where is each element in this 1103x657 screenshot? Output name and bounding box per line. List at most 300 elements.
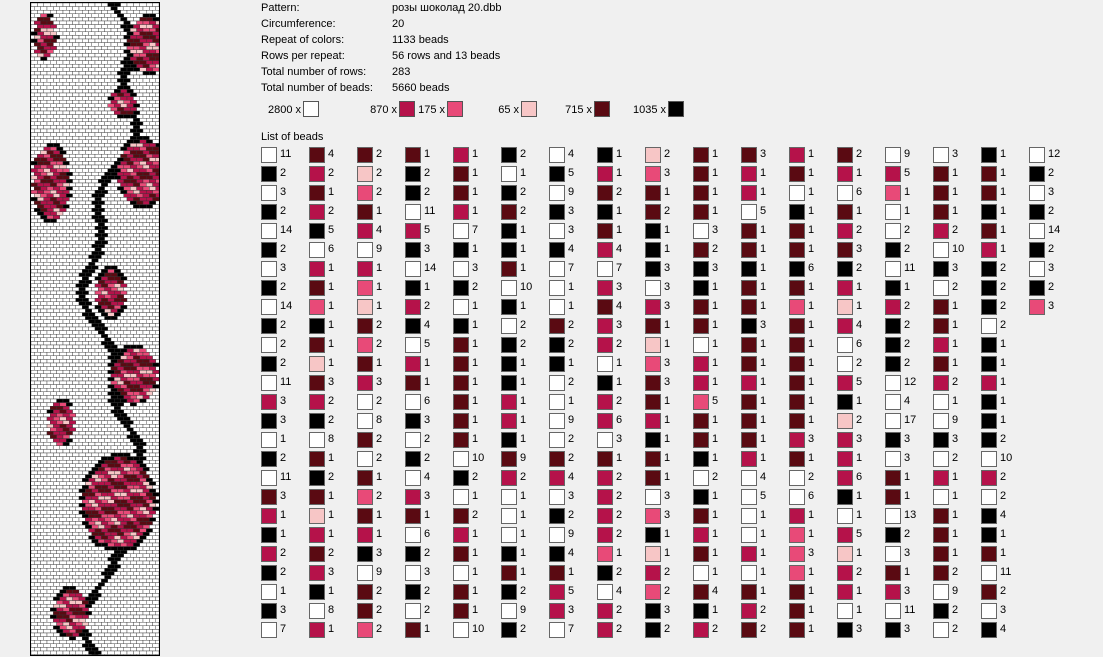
- bead-list-item: [837, 470, 883, 489]
- bead-list-item: [981, 204, 1027, 223]
- bead-color-swatch: [405, 223, 421, 239]
- bead-count: 1: [328, 490, 335, 502]
- bead-count: 1: [520, 262, 527, 274]
- bead-count: 1: [568, 357, 575, 369]
- bead-list-item: [453, 470, 499, 489]
- bead-count: 1: [712, 357, 719, 369]
- bead-count: 1: [856, 281, 863, 293]
- bead-color-swatch: [789, 261, 805, 277]
- bead-list-item: [885, 299, 931, 318]
- bead-color-swatch: [597, 508, 613, 524]
- bead-list-item: [501, 223, 547, 242]
- bead-count: 1: [808, 395, 815, 407]
- bead-count: 1: [520, 243, 527, 255]
- bead-list-item: [933, 185, 979, 204]
- bead-count: 1: [472, 300, 479, 312]
- bead-list-item: [309, 546, 355, 565]
- bead-color-swatch: [981, 147, 997, 163]
- bead-count: 1: [328, 186, 335, 198]
- bead-list-item: [693, 299, 739, 318]
- bead-count: 1: [760, 566, 767, 578]
- bead-list-item: [549, 185, 595, 204]
- bead-count: 2: [616, 509, 623, 521]
- bead-count: 1: [520, 376, 527, 388]
- bead-count: 1: [760, 414, 767, 426]
- bead-count: 1: [712, 414, 719, 426]
- bead-list-item: [501, 489, 547, 508]
- bead-color-swatch: [981, 565, 997, 581]
- bead-count: 2: [376, 395, 383, 407]
- bead-list-item: [405, 356, 451, 375]
- bead-color-swatch: [405, 584, 421, 600]
- bead-list-item: [309, 261, 355, 280]
- bead-count: 1: [1000, 243, 1007, 255]
- bead-list-item: [261, 546, 307, 565]
- bead-count: 1: [952, 395, 959, 407]
- bead-color-swatch: [693, 375, 709, 391]
- bead-count: 2: [472, 471, 479, 483]
- info-label: Total number of rows:: [261, 66, 367, 78]
- bead-list-item: [933, 508, 979, 527]
- bead-color-swatch: [405, 242, 421, 258]
- bead-color-swatch: [597, 185, 613, 201]
- bead-color-swatch: [453, 508, 469, 524]
- bead-color-swatch: [645, 356, 661, 372]
- bead-count: 1: [520, 433, 527, 445]
- bead-list-item: [309, 470, 355, 489]
- bead-color-swatch: [789, 299, 805, 315]
- bead-count: 3: [904, 623, 911, 635]
- bead-count: 1: [616, 376, 623, 388]
- info-label: Pattern:: [261, 2, 300, 14]
- bead-list-item: [885, 375, 931, 394]
- bead-count: 1: [952, 471, 959, 483]
- bead-color-swatch: [597, 299, 613, 315]
- bead-count: 3: [856, 623, 863, 635]
- bead-count: 9: [520, 452, 527, 464]
- bead-color-swatch: [741, 527, 757, 543]
- bead-color-swatch: [693, 394, 709, 410]
- bead-color-swatch: [885, 394, 901, 410]
- bead-count: 2: [424, 186, 431, 198]
- bead-count: 3: [808, 433, 815, 445]
- bead-count: 3: [664, 490, 671, 502]
- bead-count: 1: [904, 471, 911, 483]
- bead-list-item: [789, 546, 835, 565]
- bead-list-item: [741, 356, 787, 375]
- bead-count: 5: [760, 490, 767, 502]
- bead-list-item: [1029, 223, 1075, 242]
- bead-count: 3: [568, 205, 575, 217]
- bead-color-swatch: [885, 204, 901, 220]
- bead-list-item: [261, 451, 307, 470]
- bead-count: 1: [616, 205, 623, 217]
- bead-list-item: [549, 451, 595, 470]
- bead-list-item: [693, 603, 739, 622]
- bead-color-swatch: [789, 432, 805, 448]
- bead-list-item: [741, 242, 787, 261]
- bead-list-item: [549, 432, 595, 451]
- bead-list-item: [357, 204, 403, 223]
- bead-list-item: [597, 622, 643, 641]
- bead-list-item: [357, 394, 403, 413]
- color-swatch: [594, 101, 610, 117]
- bead-color-swatch: [981, 489, 997, 505]
- bead-color-swatch: [357, 375, 373, 391]
- bead-color-swatch: [741, 432, 757, 448]
- bead-list-item: [933, 603, 979, 622]
- bead-count: 2: [568, 376, 575, 388]
- bead-list-item: [789, 318, 835, 337]
- bead-color-swatch: [789, 603, 805, 619]
- bead-count: 2: [952, 623, 959, 635]
- bead-count: 1: [376, 509, 383, 521]
- bead-color-swatch: [693, 223, 709, 239]
- bead-color-swatch: [693, 584, 709, 600]
- bead-color-swatch: [405, 489, 421, 505]
- bead-list-item: [357, 565, 403, 584]
- bead-count: 2: [616, 395, 623, 407]
- bead-count: 2: [280, 281, 287, 293]
- bead-list-item: [261, 470, 307, 489]
- bead-list-item: [357, 489, 403, 508]
- bead-count: 1: [808, 585, 815, 597]
- bead-count: 1: [328, 300, 335, 312]
- bead-color-swatch: [501, 261, 517, 277]
- bead-color-swatch: [357, 508, 373, 524]
- bead-color-swatch: [453, 527, 469, 543]
- bead-list-item: [309, 242, 355, 261]
- bead-count: 1: [712, 338, 719, 350]
- bead-list-item: [453, 565, 499, 584]
- bead-count: 1: [808, 509, 815, 521]
- bead-count: 1: [424, 357, 431, 369]
- bead-color-swatch: [309, 147, 325, 163]
- bead-color-swatch: [981, 527, 997, 543]
- bead-count: 1: [856, 205, 863, 217]
- bead-color-swatch: [549, 356, 565, 372]
- bead-count: 2: [712, 471, 719, 483]
- bead-color-swatch: [549, 508, 565, 524]
- bead-color-swatch: [837, 280, 853, 296]
- bead-color-swatch: [789, 489, 805, 505]
- bead-list-item: [501, 261, 547, 280]
- bead-color-swatch: [981, 337, 997, 353]
- bead-color-swatch: [837, 299, 853, 315]
- bead-list-item: [981, 489, 1027, 508]
- bead-list-item: [597, 375, 643, 394]
- bead-color-swatch: [741, 356, 757, 372]
- bead-list-item: [741, 261, 787, 280]
- bead-list-item: [837, 527, 883, 546]
- bead-count: 1: [808, 205, 815, 217]
- bead-count: 2: [280, 566, 287, 578]
- bead-list-item: [741, 508, 787, 527]
- bead-color-swatch: [933, 622, 949, 638]
- bead-color-swatch: [309, 508, 325, 524]
- bead-color-swatch: [501, 299, 517, 315]
- bead-count: 1: [808, 414, 815, 426]
- bead-count: 2: [280, 547, 287, 559]
- bead-color-swatch: [885, 280, 901, 296]
- bead-pattern-canvas: [31, 3, 159, 655]
- bead-color-swatch: [981, 185, 997, 201]
- bead-color-swatch: [309, 565, 325, 581]
- bead-color-swatch: [837, 546, 853, 562]
- bead-list-item: [741, 527, 787, 546]
- bead-count: 1: [472, 490, 479, 502]
- bead-color-swatch: [357, 565, 373, 581]
- bead-color-swatch: [597, 451, 613, 467]
- bead-list-item: [309, 337, 355, 356]
- bead-list-item: [837, 394, 883, 413]
- bead-count: 2: [904, 300, 911, 312]
- bead-count: 2: [760, 604, 767, 616]
- bead-color-swatch: [645, 337, 661, 353]
- bead-color-swatch: [645, 204, 661, 220]
- bead-count: 1: [472, 376, 479, 388]
- bead-count: 4: [568, 243, 575, 255]
- bead-color-swatch: [789, 242, 805, 258]
- bead-list-item: [645, 261, 691, 280]
- bead-list-item: [1029, 204, 1075, 223]
- bead-color-swatch: [597, 147, 613, 163]
- bead-color-swatch: [981, 223, 997, 239]
- bead-color-swatch: [501, 508, 517, 524]
- color-count: 1035 x: [632, 104, 666, 116]
- bead-color-swatch: [501, 280, 517, 296]
- bead-color-swatch: [549, 337, 565, 353]
- bead-color-swatch: [837, 204, 853, 220]
- bead-color-swatch: [933, 242, 949, 258]
- bead-count: 1: [472, 528, 479, 540]
- bead-color-swatch: [789, 546, 805, 562]
- bead-list-item: [549, 508, 595, 527]
- bead-list-item: [357, 622, 403, 641]
- bead-count: 1: [712, 376, 719, 388]
- bead-color-swatch: [693, 603, 709, 619]
- bead-color-swatch: [405, 470, 421, 486]
- bead-color-swatch: [597, 261, 613, 277]
- bead-color-swatch: [885, 451, 901, 467]
- bead-count: 5: [424, 224, 431, 236]
- bead-color-swatch: [645, 394, 661, 410]
- bead-list-item: [693, 147, 739, 166]
- bead-color-swatch: [309, 185, 325, 201]
- bead-list-item: [741, 318, 787, 337]
- bead-count: 1: [712, 566, 719, 578]
- bead-color-swatch: [981, 204, 997, 220]
- bead-count: 2: [856, 148, 863, 160]
- bead-color-swatch: [789, 223, 805, 239]
- bead-count: 10: [1000, 452, 1013, 464]
- bead-color-swatch: [453, 584, 469, 600]
- bead-color-swatch: [1029, 280, 1045, 296]
- bead-count: 1: [520, 490, 527, 502]
- bead-list-item: [261, 280, 307, 299]
- bead-list-item: [501, 185, 547, 204]
- bead-list-item: [501, 603, 547, 622]
- bead-list-item: [693, 223, 739, 242]
- bead-list-item: [693, 337, 739, 356]
- bead-count: 1: [568, 300, 575, 312]
- bead-list-item: [741, 489, 787, 508]
- bead-color-swatch: [981, 280, 997, 296]
- bead-list-item: [933, 451, 979, 470]
- bead-count: 1: [328, 623, 335, 635]
- bead-color-swatch: [549, 242, 565, 258]
- bead-list-item: [885, 489, 931, 508]
- bead-color-swatch: [549, 432, 565, 448]
- bead-list-item: [885, 242, 931, 261]
- bead-list-item: [981, 337, 1027, 356]
- bead-color-swatch: [453, 280, 469, 296]
- bead-list-item: [885, 185, 931, 204]
- bead-list-item: [741, 584, 787, 603]
- bead-list-item: [261, 242, 307, 261]
- bead-list-item: [981, 470, 1027, 489]
- bead-color-swatch: [453, 337, 469, 353]
- bead-list-item: [357, 584, 403, 603]
- info-rows-per-repeat: [261, 48, 502, 64]
- bead-list-item: [741, 375, 787, 394]
- bead-color-swatch: [885, 261, 901, 277]
- bead-list-item: [309, 166, 355, 185]
- bead-list-item: [693, 318, 739, 337]
- bead-count: 10: [520, 281, 533, 293]
- bead-list-item: [261, 375, 307, 394]
- bead-list-item: [405, 242, 451, 261]
- bead-color-swatch: [981, 356, 997, 372]
- bead-count: 1: [328, 452, 335, 464]
- bead-color-swatch: [741, 603, 757, 619]
- bead-color-swatch: [597, 413, 613, 429]
- bead-color-swatch: [741, 394, 757, 410]
- bead-count: 5: [856, 376, 863, 388]
- bead-count: 2: [664, 623, 671, 635]
- bead-count: 2: [520, 186, 527, 198]
- bead-count: 3: [664, 376, 671, 388]
- bead-count: 2: [520, 623, 527, 635]
- bead-color-swatch: [501, 375, 517, 391]
- bead-color-swatch: [933, 280, 949, 296]
- bead-color-swatch: [405, 451, 421, 467]
- bead-count: 3: [568, 224, 575, 236]
- bead-color-swatch: [1029, 185, 1045, 201]
- bead-list-item: [501, 299, 547, 318]
- bead-count: 2: [376, 604, 383, 616]
- bead-list-item: [981, 508, 1027, 527]
- bead-count: 1: [1000, 414, 1007, 426]
- bead-list-item: [741, 166, 787, 185]
- bead-count: 1: [472, 167, 479, 179]
- bead-list-item: [597, 470, 643, 489]
- bead-color-swatch: [837, 470, 853, 486]
- bead-count: 1: [1000, 528, 1007, 540]
- bead-count: 2: [280, 338, 287, 350]
- bead-count: 1: [664, 224, 671, 236]
- bead-count: 2: [952, 604, 959, 616]
- bead-color-swatch: [453, 166, 469, 182]
- color-swatch: [521, 101, 537, 117]
- bead-color-swatch: [885, 185, 901, 201]
- bead-list-item: [405, 432, 451, 451]
- bead-list-item: [1029, 147, 1075, 166]
- bead-list-item: [405, 584, 451, 603]
- bead-list-item: [645, 185, 691, 204]
- bead-color-swatch: [837, 166, 853, 182]
- bead-list-item: [933, 166, 979, 185]
- bead-color-swatch: [1029, 147, 1045, 163]
- bead-count: 11: [280, 148, 292, 160]
- bead-list-item: [789, 375, 835, 394]
- bead-count: 6: [856, 186, 863, 198]
- bead-count: 2: [280, 452, 287, 464]
- bead-list-item: [981, 356, 1027, 375]
- bead-color-swatch: [597, 166, 613, 182]
- bead-list-item: [693, 508, 739, 527]
- bead-list-item: [837, 451, 883, 470]
- bead-count: 1: [328, 528, 335, 540]
- bead-list-item: [261, 299, 307, 318]
- bead-count: 2: [376, 433, 383, 445]
- bead-list-item: [501, 318, 547, 337]
- bead-list-item: [357, 470, 403, 489]
- bead-color-swatch: [549, 622, 565, 638]
- bead-count: 1: [712, 547, 719, 559]
- bead-count: 1: [712, 281, 719, 293]
- bead-list-item: [261, 565, 307, 584]
- bead-count: 3: [856, 243, 863, 255]
- bead-count: 1: [856, 490, 863, 502]
- bead-count: 1: [520, 414, 527, 426]
- bead-color-swatch: [933, 527, 949, 543]
- bead-count: 1: [760, 338, 767, 350]
- bead-count: 3: [904, 452, 911, 464]
- bead-list-item: [549, 166, 595, 185]
- bead-list-item: [789, 565, 835, 584]
- bead-count: 13: [904, 509, 917, 521]
- bead-list-item: [789, 622, 835, 641]
- bead-list-item: [693, 242, 739, 261]
- bead-list-item: [933, 337, 979, 356]
- bead-list-item: [837, 337, 883, 356]
- bead-list-item: [789, 337, 835, 356]
- bead-list-item: [405, 337, 451, 356]
- bead-count: 1: [808, 357, 815, 369]
- bead-list-item: [405, 622, 451, 641]
- bead-list-item: [981, 394, 1027, 413]
- bead-count: 2: [424, 604, 431, 616]
- bead-list-item: [885, 413, 931, 432]
- bead-count: 1: [808, 376, 815, 388]
- bead-color-swatch: [549, 318, 565, 334]
- bead-count: 9: [952, 414, 959, 426]
- bead-color-swatch: [261, 565, 277, 581]
- bead-list-item: [885, 223, 931, 242]
- bead-count: 1: [472, 148, 479, 160]
- bead-color-swatch: [645, 375, 661, 391]
- bead-color-swatch: [357, 204, 373, 220]
- bead-count: 3: [1048, 186, 1055, 198]
- bead-list-item: [885, 280, 931, 299]
- bead-color-swatch: [501, 489, 517, 505]
- bead-list-item: [789, 451, 835, 470]
- bead-list-item: [549, 470, 595, 489]
- bead-list-item: [789, 242, 835, 261]
- bead-list-item: [981, 527, 1027, 546]
- bead-count: 14: [280, 224, 293, 236]
